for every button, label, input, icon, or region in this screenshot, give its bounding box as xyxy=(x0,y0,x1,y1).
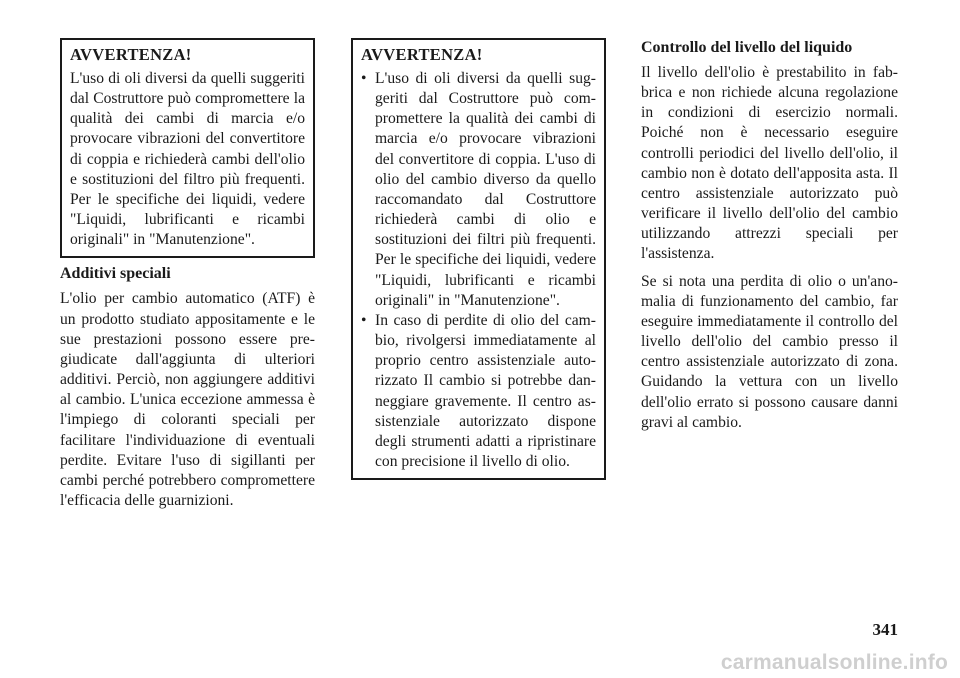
section-title-additivi: Additivi speciali xyxy=(60,265,171,283)
bullet-text: L'uso di oli diversi da quelli suggeriti dal Costruttore può compromettere la qualità dei cambi di marcia e/o provocare vibrazioni del convertitore di coppia. L'uso di olio del cambio diverso da quello raccomandato dal Costruttore richiederà cambi di olio e sostituzioni dei filtri più frequenti. Per le specifiche dei liquidi, vedere "Liquidi, lubrificanti e ricambi originali" in "Manutenzione". xyxy=(375,70,596,309)
bullet-icon: • xyxy=(361,311,367,329)
watermark-logo: carmanualsonline.info xyxy=(720,651,948,674)
page-number: 341 xyxy=(872,620,898,639)
warning-box-middle xyxy=(351,38,606,480)
warning-bullet-list xyxy=(361,69,596,472)
additivi-paragraph: L'olio per cambio automatico (ATF) è un prodotto studiato appositamente e le sue prestazioni possono essere pregiudicate dall'aggiunta di ulteriori additivi. Perciò, non aggiungere additivi al cambio. L'unica eccezione ammessa è l'impiego di coloranti speciali per facilitare l'individuazione di eventuali perdite. Evitare l'uso di sigillanti per cambi perché potrebbero compromettere l'efficacia delle guarnizioni. xyxy=(60,290,315,509)
warning-title: AVVERTENZA! xyxy=(361,45,483,64)
controllo-paragraph: Il livello dell'olio è prestabilito in fabbrica e non richiede alcuna regolazione in condizioni di esercizio normali. Poiché non è necessario eseguire controlli periodici del livello dell'olio, il cambio non è dotato dell'apposita asta. Il centro assistenziale autorizzato può verificare il livello dell'olio del cambio utilizzando attrezzi speciali per l'assistenza. xyxy=(641,64,898,263)
middle-column xyxy=(351,38,606,480)
warning-bullet-item xyxy=(361,69,596,311)
bullet-icon: • xyxy=(361,70,367,87)
warning-bullet-item xyxy=(361,311,596,472)
section-title-controllo: Controllo del livello del liquido xyxy=(641,39,853,56)
bullet-text: In caso di perdite di olio del cambio, rivolgersi immediatamente al proprio centro assistenziale autorizzato Il cambio si potrebbe danneggiare gravemente. Il centro assistenziale autorizzato dispone degli strumenti adatti a ripristinare con precisione il livello di olio. xyxy=(375,311,596,470)
left-column xyxy=(60,38,315,511)
right-column xyxy=(641,38,898,433)
warning-box-left xyxy=(60,38,315,258)
controllo-paragraph: Se si nota una perdita di olio o un'anomalia di funzionamento del cambio, far eseguire immediatamente il controllo del livello dell'olio del cambio presso il centro assistenziale autorizzato di zona. Guidando la vettura con un livello dell'olio errato si possono causare danni gravi al cambio. xyxy=(641,272,898,431)
warning-text: L'uso di oli diversi da quelli suggeriti dal Costruttore può compromettere la qualità dei cambi di marcia e/o provocare vibrazioni del convertitore di coppia e richiederà cambi dell'olio e sostituzioni del filtro più frequenti. Per le specifiche dei liquidi, vedere "Liquidi, lubrificanti e ricambi originali" in "Manutenzione". xyxy=(70,70,305,249)
warning-title: AVVERTENZA! xyxy=(70,45,192,64)
